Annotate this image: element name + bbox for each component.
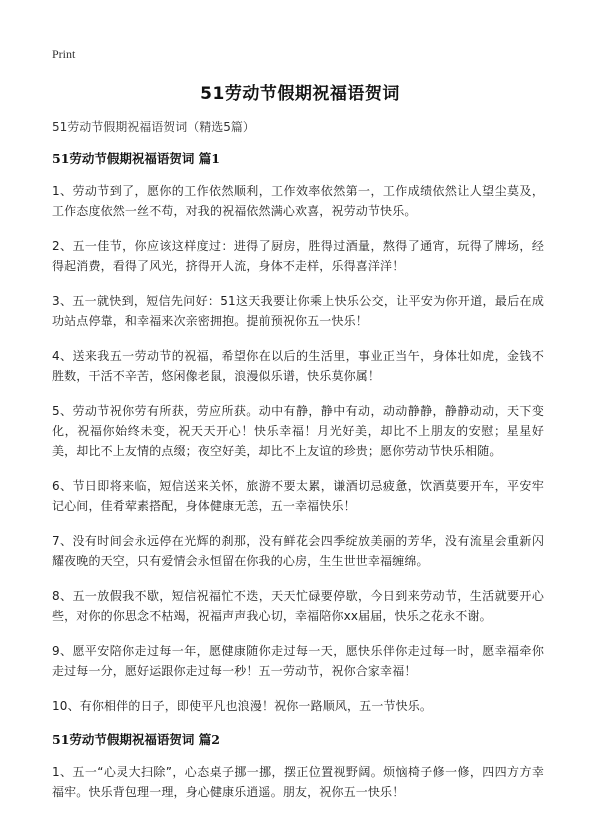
- paragraph: 7、没有时间会永远停在光辉的刹那，没有鲜花会四季绽放美丽的芳华，没有流星会重新闪耀夜晚的天空，只有爱情会永恒留在你我的心房，生生世世幸福缠绵。: [52, 534, 544, 568]
- page-title: 51劳动节假期祝福语贺词: [200, 84, 400, 104]
- paragraph: 4、送来我五一劳动节的祝福，希望你在以后的生活里，事业正当午，身体壮如虎，金钱不胜数，干活不辛苦，悠闲像老鼠，浪漫似乐谱，快乐莫你属！: [52, 349, 544, 383]
- paragraph: 9、愿平安陪你走过每一年，愿健康随你走过每一天，愿快乐伴你走过每一时，愿幸福牵你走过每一分，愿好运跟你走过每一秒！五一劳动节，祝你合家幸福！: [52, 644, 544, 678]
- paragraph: 1、五一“心灵大扫除”，心态桌子挪一挪，摆正位置视野阔。烦恼椅子修一修，四四方方幸福牢。快乐背包理一理，身心健康乐逍遥。朋友，祝你五一快乐！: [52, 765, 544, 799]
- paragraph: 3、五一就快到，短信先问好：51这天我要让你乘上快乐公交，让平安为你开道，最后在成功站点停靠，和幸福来次亲密拥抱。提前预祝你五一快乐！: [52, 294, 544, 328]
- section-heading-1: 51劳动节假期祝福语贺词 篇1: [52, 151, 220, 166]
- paragraph: 6、节日即将来临，短信送来关怀，旅游不要太累，谦酒切忌疲惫，饮酒莫要开车，平安牢记心间，佳肴荤素搭配，身体健康无恙，五一幸福快乐！: [52, 479, 544, 513]
- paragraph: 10、有你相伴的日子，即使平凡也浪漫！祝你一路顺风，五一节快乐。: [52, 699, 433, 713]
- paragraph: 2、五一佳节，你应该这样度过：进得了厨房，胜得过酒量，熬得了通宵，玩得了牌场，经得起消费，看得了风光，挤得开人流，身体不走样，乐得喜洋洋！: [52, 239, 544, 273]
- article-body: [52, 119, 544, 817]
- paragraph: 8、五一放假我不歇，短信祝福忙不迭，天天忙碌要停歇，今日到来劳动节，生活就要开心些，对你的你思念不枯竭，祝福声声我心切，幸福陪你xx届届，快乐之花永不谢。: [52, 589, 544, 623]
- print-link[interactable]: Print: [52, 47, 76, 61]
- article-subtitle: 51劳动节假期祝福语贺词（精选5篇）: [52, 120, 255, 134]
- paragraph: 5、劳动节祝你劳有所获，劳应所获。动中有静，静中有动，动动静静，静静动动，天下变化，祝福你始终未变，祝天天开心！快乐幸福！月光好美，却比不上朋友的安慰；星星好美，却比不上友情的点缀；夜空好美，却比不上友谊的珍贵；愿你劳动节快乐相随。: [52, 404, 544, 458]
- paragraph: 1、劳动节到了，愿你的工作依然顺利，工作效率依然第一，工作成绩依然让人望尘莫及，工作态度依然一丝不苟，对我的祝福依然满心欢喜，祝劳动节快乐。: [52, 184, 544, 218]
- section-heading-2: 51劳动节假期祝福语贺词 篇2: [52, 732, 220, 747]
